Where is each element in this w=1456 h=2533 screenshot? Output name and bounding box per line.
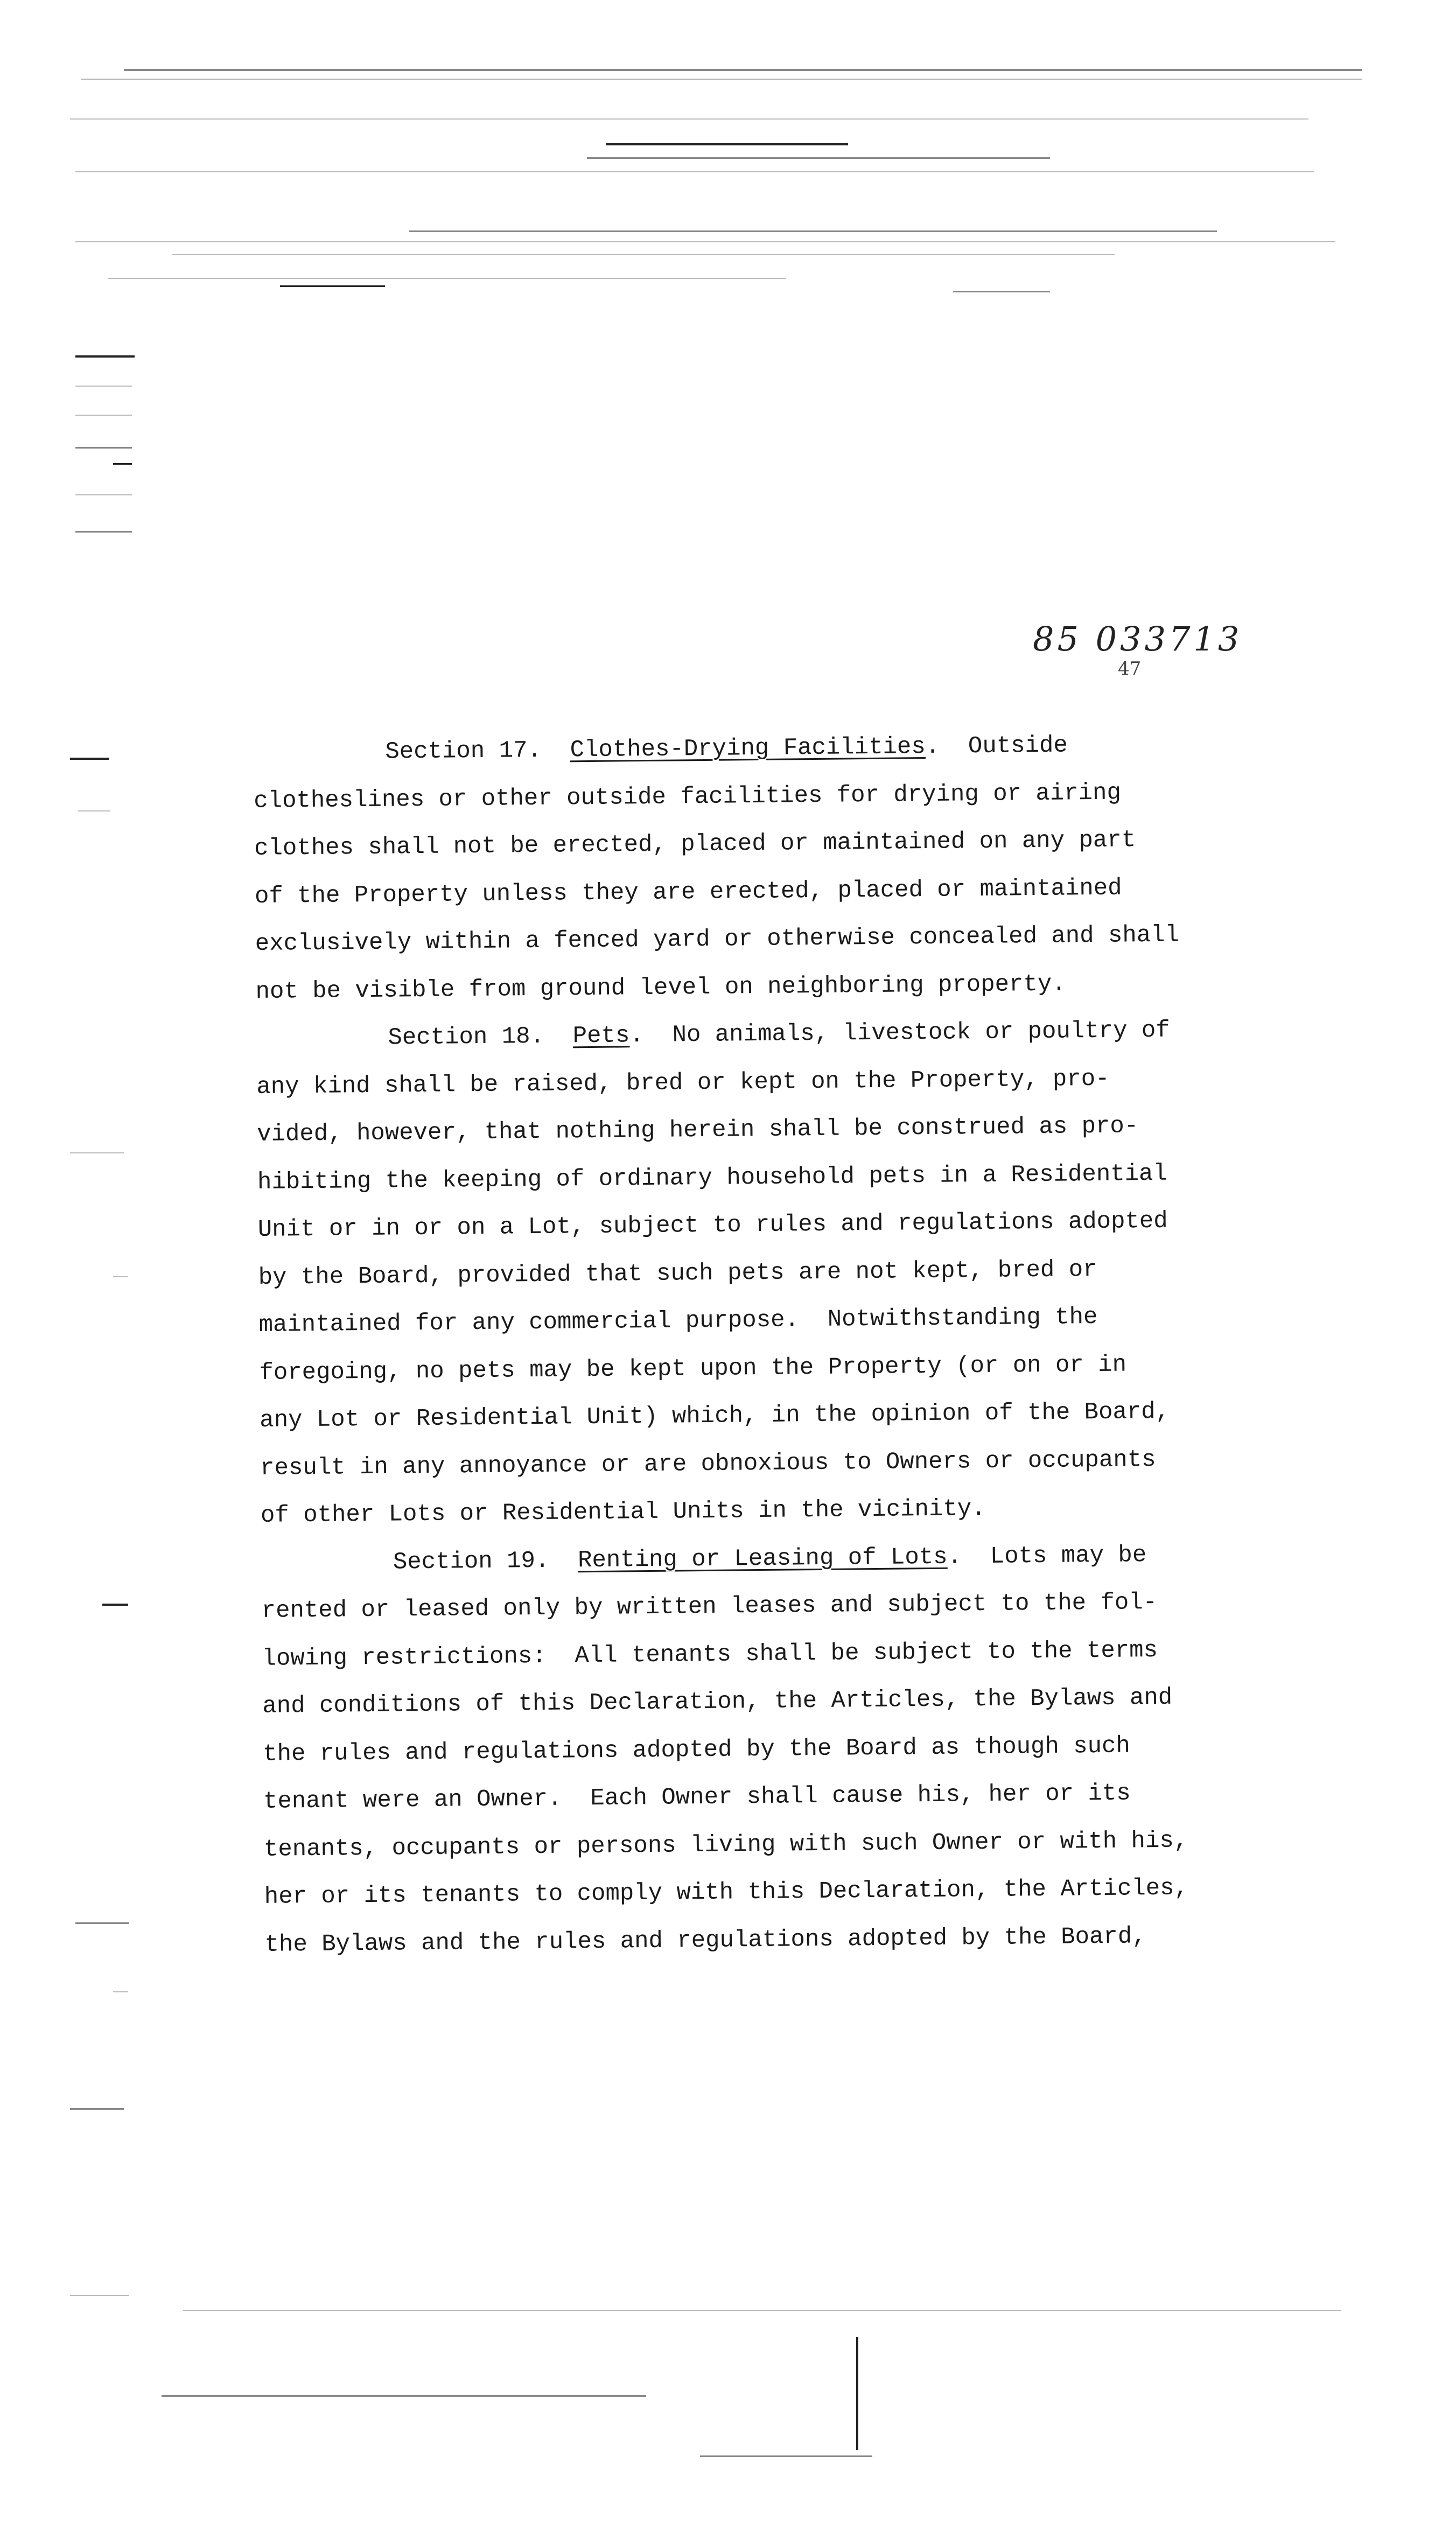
text-line: any kind shall be raised, bred or kept on the Property, pro- <box>256 1065 1110 1101</box>
text-line: tenant were an Owner. Each Owner shall cause his, her or its <box>263 1780 1131 1815</box>
scan-artifact-line <box>183 2310 1341 2311</box>
text-line: clotheslines or other outside facilities for drying or airing <box>254 779 1122 815</box>
text-line: No animals, livestock or poultry of <box>672 1017 1170 1049</box>
text-line: of other Lots or Residential Units in the vicinity. <box>260 1495 986 1529</box>
section-heading-line: Section 18. Pets. No animals, livestock or poultry of <box>388 1017 1170 1052</box>
text-line: Unit or in or on a Lot, subject to rules and regulations adopted <box>257 1207 1168 1243</box>
text-line: the Bylaws and the rules and regulations adopted by the Board, <box>264 1922 1146 1958</box>
section-title: Clothes-Drying Facilities <box>570 733 926 764</box>
section-heading-line: Section 19. Renting or Leasing of Lots. Lots may be <box>393 1541 1147 1576</box>
margin-mark <box>102 1604 128 1606</box>
text-line: result in any annoyance or are obnoxious to Owners or occupants <box>260 1446 1156 1482</box>
scan-artifact-line <box>162 2395 646 2397</box>
scan-artifact-line <box>81 79 1362 80</box>
scan-artifact-line <box>856 2337 858 2450</box>
text-line: vided, however, that nothing herein shall be construed as pro- <box>256 1112 1139 1148</box>
document-number: 85 033713 <box>1033 619 1243 659</box>
scan-artifact-line <box>953 291 1050 292</box>
section-label: Section 19. <box>393 1547 550 1576</box>
scan-artifact-line <box>409 230 1217 232</box>
text-line: the rules and regulations adopted by the Board as though such <box>263 1732 1131 1768</box>
text-line: Outside <box>968 732 1068 760</box>
margin-mark <box>70 2108 124 2110</box>
text-line: tenants, occupants or persons living with such Owner or with his, <box>263 1827 1188 1863</box>
text-line: of the Property unless they are erected, placed or maintained <box>254 874 1122 910</box>
margin-mark <box>75 386 132 387</box>
margin-mark <box>70 1152 124 1153</box>
text-line: and conditions of this Declaration, the Articles, the Bylaws and <box>262 1684 1173 1720</box>
text-line: any Lot or Residential Unit) which, in the opinion of the Board, <box>260 1398 1170 1434</box>
margin-mark <box>75 531 132 533</box>
text-line: by the Board, provided that such pets are not kept, bred or <box>258 1256 1097 1291</box>
section-label: Section 18. <box>388 1023 545 1052</box>
scan-artifact-line <box>280 285 385 287</box>
section-label: Section 17. <box>385 737 542 766</box>
scan-artifact-line <box>172 254 1115 255</box>
margin-mark <box>75 1922 129 1924</box>
scan-artifact-line <box>700 2455 872 2457</box>
margin-mark <box>113 1276 128 1277</box>
scan-artifact-line <box>108 278 786 279</box>
section-heading-line: Section 17. Clothes-Drying Facilities. Outside <box>385 732 1068 766</box>
text-line: not be visible from ground level on neighboring property. <box>255 970 1066 1005</box>
section-title: Renting or Leasing of Lots <box>577 1543 948 1574</box>
margin-mark <box>78 810 110 811</box>
margin-mark <box>75 415 132 416</box>
margin-mark <box>75 355 135 358</box>
scan-artifact-line <box>75 171 1314 172</box>
page-number: 47 <box>1118 658 1142 680</box>
text-line: foregoing, no pets may be kept upon the Property (or on or in <box>259 1351 1127 1387</box>
scan-artifact-line <box>70 118 1308 120</box>
text-line: hibiting the keeping of ordinary household pets in a Residential <box>257 1160 1168 1196</box>
body-text <box>253 720 1261 1969</box>
margin-mark <box>75 447 132 449</box>
text-line: Lots may be <box>990 1541 1147 1570</box>
margin-mark <box>113 1991 128 1992</box>
margin-mark <box>113 463 132 465</box>
margin-mark <box>70 2295 129 2296</box>
text-line: clothes shall not be erected, placed or maintained on any part <box>254 827 1136 862</box>
margin-mark <box>75 494 132 495</box>
text-line: rented or leased only by written leases and subject to the fol- <box>261 1589 1158 1625</box>
text-line: lowing restrictions: All tenants shall be subject to the terms <box>262 1636 1158 1673</box>
scan-artifact-line <box>587 157 1050 159</box>
text-line: exclusively within a fenced yard or otherwise concealed and shall <box>255 921 1180 957</box>
text-line: her or its tenants to comply with this Declaration, the Articles, <box>264 1874 1189 1911</box>
text-line: maintained for any commercial purpose. Notwithstanding the <box>258 1303 1098 1339</box>
section-title: Pets <box>572 1022 630 1050</box>
margin-mark <box>70 758 109 760</box>
scan-artifact-line <box>75 241 1335 242</box>
scan-artifact-line <box>124 69 1362 71</box>
scan-artifact-line <box>606 143 848 145</box>
